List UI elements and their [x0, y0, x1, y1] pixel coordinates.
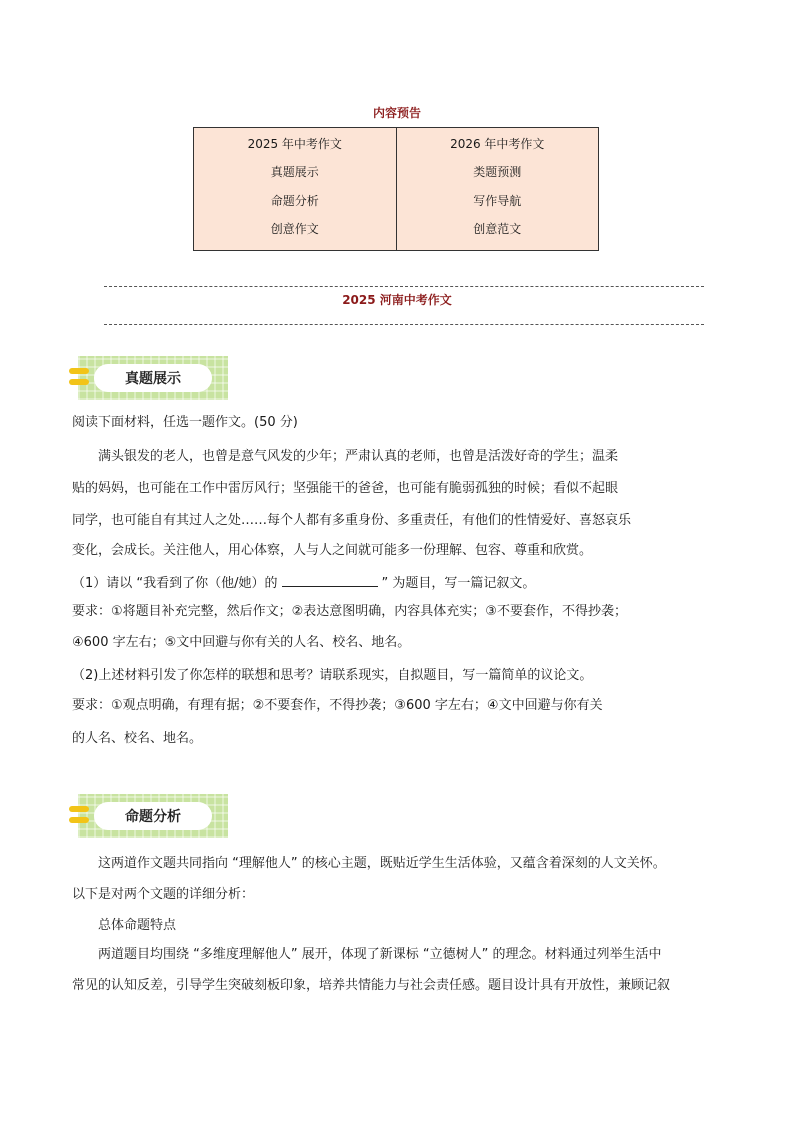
preview-col-2026 [396, 128, 599, 250]
task2: （2)上述材料引发了你怎样的联想和思考？请联系现实，自拟题目，写一篇简单的议论文。 [72, 668, 593, 683]
preview-cell: 命题分析 [270, 193, 319, 208]
preview-table [193, 127, 599, 251]
preview-cell: 2026 年中考作文 [450, 137, 545, 151]
preview-cell: 创意作文 [270, 221, 319, 236]
material-line: 贴的妈妈，也可能在工作中雷厉风行；坚强能干的爸爸，也可能有脆弱孤独的时候；看似不起眼 [72, 481, 619, 496]
material-line: 满头银发的老人，也曾是意气风发的少年；严肃认真的老师，也曾是活泼好奇的学生；温柔 [98, 449, 619, 464]
analysis-subheading: 总体命题特点 [98, 918, 177, 933]
analysis-line: 常见的认知反差，引导学生突破刻板印象，培养共情能力与社会责任感。题目设计具有开放性，兼顾记叙 [72, 978, 671, 993]
task1-requirements: 要求：①将题目补充完整，然后作文；②表达意图明确，内容具体充实；③不要套作，不得抄袭； [72, 604, 627, 619]
material-line: 同学，也可能自有其过人之处……每个人都有多重身份、多重责任，有他们的性情爱好、喜怒哀乐 [72, 513, 632, 528]
analysis-line: 两道题目均围绕 “多维度理解他人” 展开，体现了新课标 “立德树人” 的理念。材料通过列举生活中 [98, 947, 662, 962]
section-title: 2025 河南中考作文 [342, 293, 452, 307]
task1-requirements: ④600 字左右；⑤文中回避与你有关的人名、校名、地名。 [72, 635, 411, 650]
dashed-divider-top [104, 286, 704, 287]
analysis-line: 这两道作文题共同指向 “理解他人” 的核心主题，既贴近学生生活体验，又蕴含着深刻的人文关怀。 [98, 856, 666, 871]
badge-mingti [78, 794, 228, 838]
badge-label: 命题分析 [94, 802, 212, 830]
task1-prefix: （1）请以 “我看到了你（他/她）的 [72, 576, 278, 591]
task1-suffix: ” 为题目，写一篇记叙文。 [381, 576, 536, 591]
preview-cell: 2025 年中考作文 [247, 137, 342, 151]
preview-cell: 写作导航 [473, 193, 522, 208]
title-blank [282, 574, 378, 587]
task2-requirements: 要求：①观点明确，有理有据；②不要套作，不得抄袭；③600 字左右；④文中回避与你有关 [72, 698, 603, 713]
task1 [72, 574, 535, 592]
task2-requirements: 的人名、校名、地名。 [72, 731, 203, 746]
material-line: 变化，会成长。关注他人，用心体察，人与人之间就可能多一份理解、包容、尊重和欣赏。 [72, 543, 593, 558]
preview-cell: 创意范文 [473, 221, 522, 236]
preview-cell: 真题展示 [270, 165, 319, 180]
dashed-divider-bottom [104, 324, 704, 325]
tab-decoration-icon [69, 368, 89, 390]
analysis-line: 以下是对两个文题的详细分析： [72, 887, 255, 902]
preview-cell: 类题预测 [473, 165, 522, 180]
badge-zhenti [78, 356, 228, 400]
tab-decoration-icon [69, 806, 89, 828]
badge-label: 真题展示 [94, 364, 212, 392]
prompt-intro: 阅读下面材料，任选一题作文。(50 分) [72, 415, 298, 430]
preview-col-2025 [194, 128, 396, 250]
preview-title: 内容预告 [372, 106, 421, 120]
